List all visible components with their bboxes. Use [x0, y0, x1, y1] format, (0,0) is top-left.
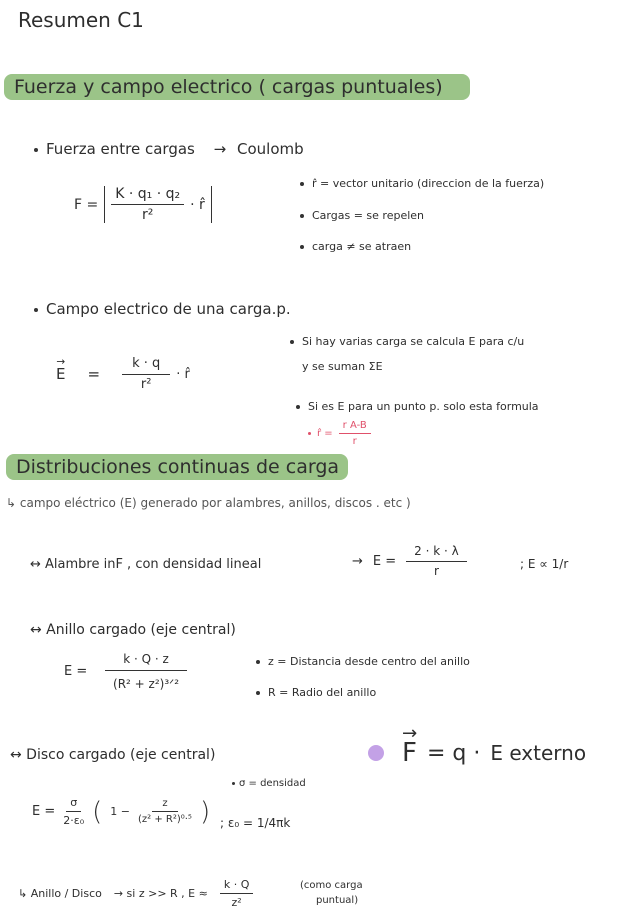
campo-note-unit-vector-red: r̂ = $\frac{\text{r A-B}}{r}$	[308, 420, 371, 447]
alambre-formula: → E = $\frac{2 \cdot k \cdot \lambda}{r}$	[352, 544, 467, 578]
campo-fraction: $\frac{k \cdot q}{\text{r²}}$	[122, 356, 170, 392]
campo-equals: =	[87, 365, 101, 383]
campo-note-punto: Si es E para un punto p. solo esta formula	[296, 400, 539, 413]
campo-electrico-line: Campo electrico de una carga.p.	[34, 300, 291, 318]
coulomb-note-attract: carga ≠ se atraen	[300, 240, 411, 253]
highlight-dot	[368, 745, 384, 761]
anillo-label: ↔ Anillo cargado (eje central)	[30, 622, 236, 638]
fuerza-ext-rhs: E externo	[490, 741, 587, 765]
campo-note-suman: y se suman ΣE	[302, 360, 383, 373]
limite-line: ↳ Anillo / Disco → si z >> R , E ≈ $\frac{k \cdot Q}{\text{z²}}$	[18, 878, 253, 909]
bullet	[34, 148, 38, 152]
fuerza-ext-lhs: → F	[402, 738, 417, 768]
fuerza-ext-eq: = q ·	[426, 740, 481, 766]
alambre-note: ; E ∝ 1/r	[520, 557, 569, 571]
coulomb-formula	[74, 186, 212, 223]
coulomb-numerator: K · q₁ · q₂	[111, 186, 184, 205]
limite-note-a: (como carga	[300, 880, 363, 891]
fuerza-entre-cargas-line	[34, 140, 304, 158]
alambre-label: ↔ Alambre inF , con densidad lineal	[30, 557, 262, 572]
limite-note-b: puntual)	[316, 895, 359, 906]
disco-formula: E = $\frac{\sigma}{\text{2·ε₀}}$ ( 1 − $\frac{z}{\text{(z² + R²)⁰·⁵}}$ )	[32, 796, 211, 827]
disco-sigma-note: σ = densidad	[232, 778, 306, 789]
coulomb-note-repel: Cargas = se repelen	[300, 209, 424, 222]
coulomb-fraction	[111, 186, 184, 223]
coulomb-denominator: r²	[141, 207, 154, 223]
coulomb-abs	[104, 186, 212, 223]
campo-lhs: → E	[56, 365, 65, 383]
arrow: →	[213, 140, 227, 158]
coulomb-lhs: F =	[74, 196, 99, 213]
campo-note-varias-cargas: Si hay varias carga se calcula E para c/u	[290, 335, 524, 348]
campo-tail: · r̂	[176, 366, 190, 382]
anillo-formula: E = $\frac{k \cdot Q \cdot z}{\text{(R² + z²)³ᐟ²}}$	[64, 652, 187, 691]
disco-eps-note: ; ε₀ = 1/4πk	[220, 816, 291, 830]
fuerza-campo-externo	[368, 738, 586, 768]
anillo-note-z: z = Distancia desde centro del anillo	[256, 655, 470, 668]
coulomb-note-unit-vector: r̂ = vector unitario (direccion de la fuerza)	[300, 177, 544, 190]
page-title: Resumen C1	[18, 8, 144, 32]
coulomb-label: Coulomb	[237, 140, 304, 158]
distribuciones-intro: ↳ campo eléctrico (E) generado por alambres, anillos, discos . etc )	[6, 496, 411, 510]
fuerza-label: Fuerza entre cargas	[46, 140, 195, 158]
campo-formula	[56, 356, 190, 392]
anillo-note-r: R = Radio del anillo	[256, 686, 376, 699]
section-heading-distribuciones: Distribuciones continuas de carga	[6, 454, 348, 480]
disco-label: ↔ Disco cargado (eje central)	[10, 747, 216, 763]
section-heading-fuerza-campo: Fuerza y campo electrico ( cargas puntuales)	[4, 74, 470, 100]
coulomb-tail: · r̂	[190, 196, 205, 213]
